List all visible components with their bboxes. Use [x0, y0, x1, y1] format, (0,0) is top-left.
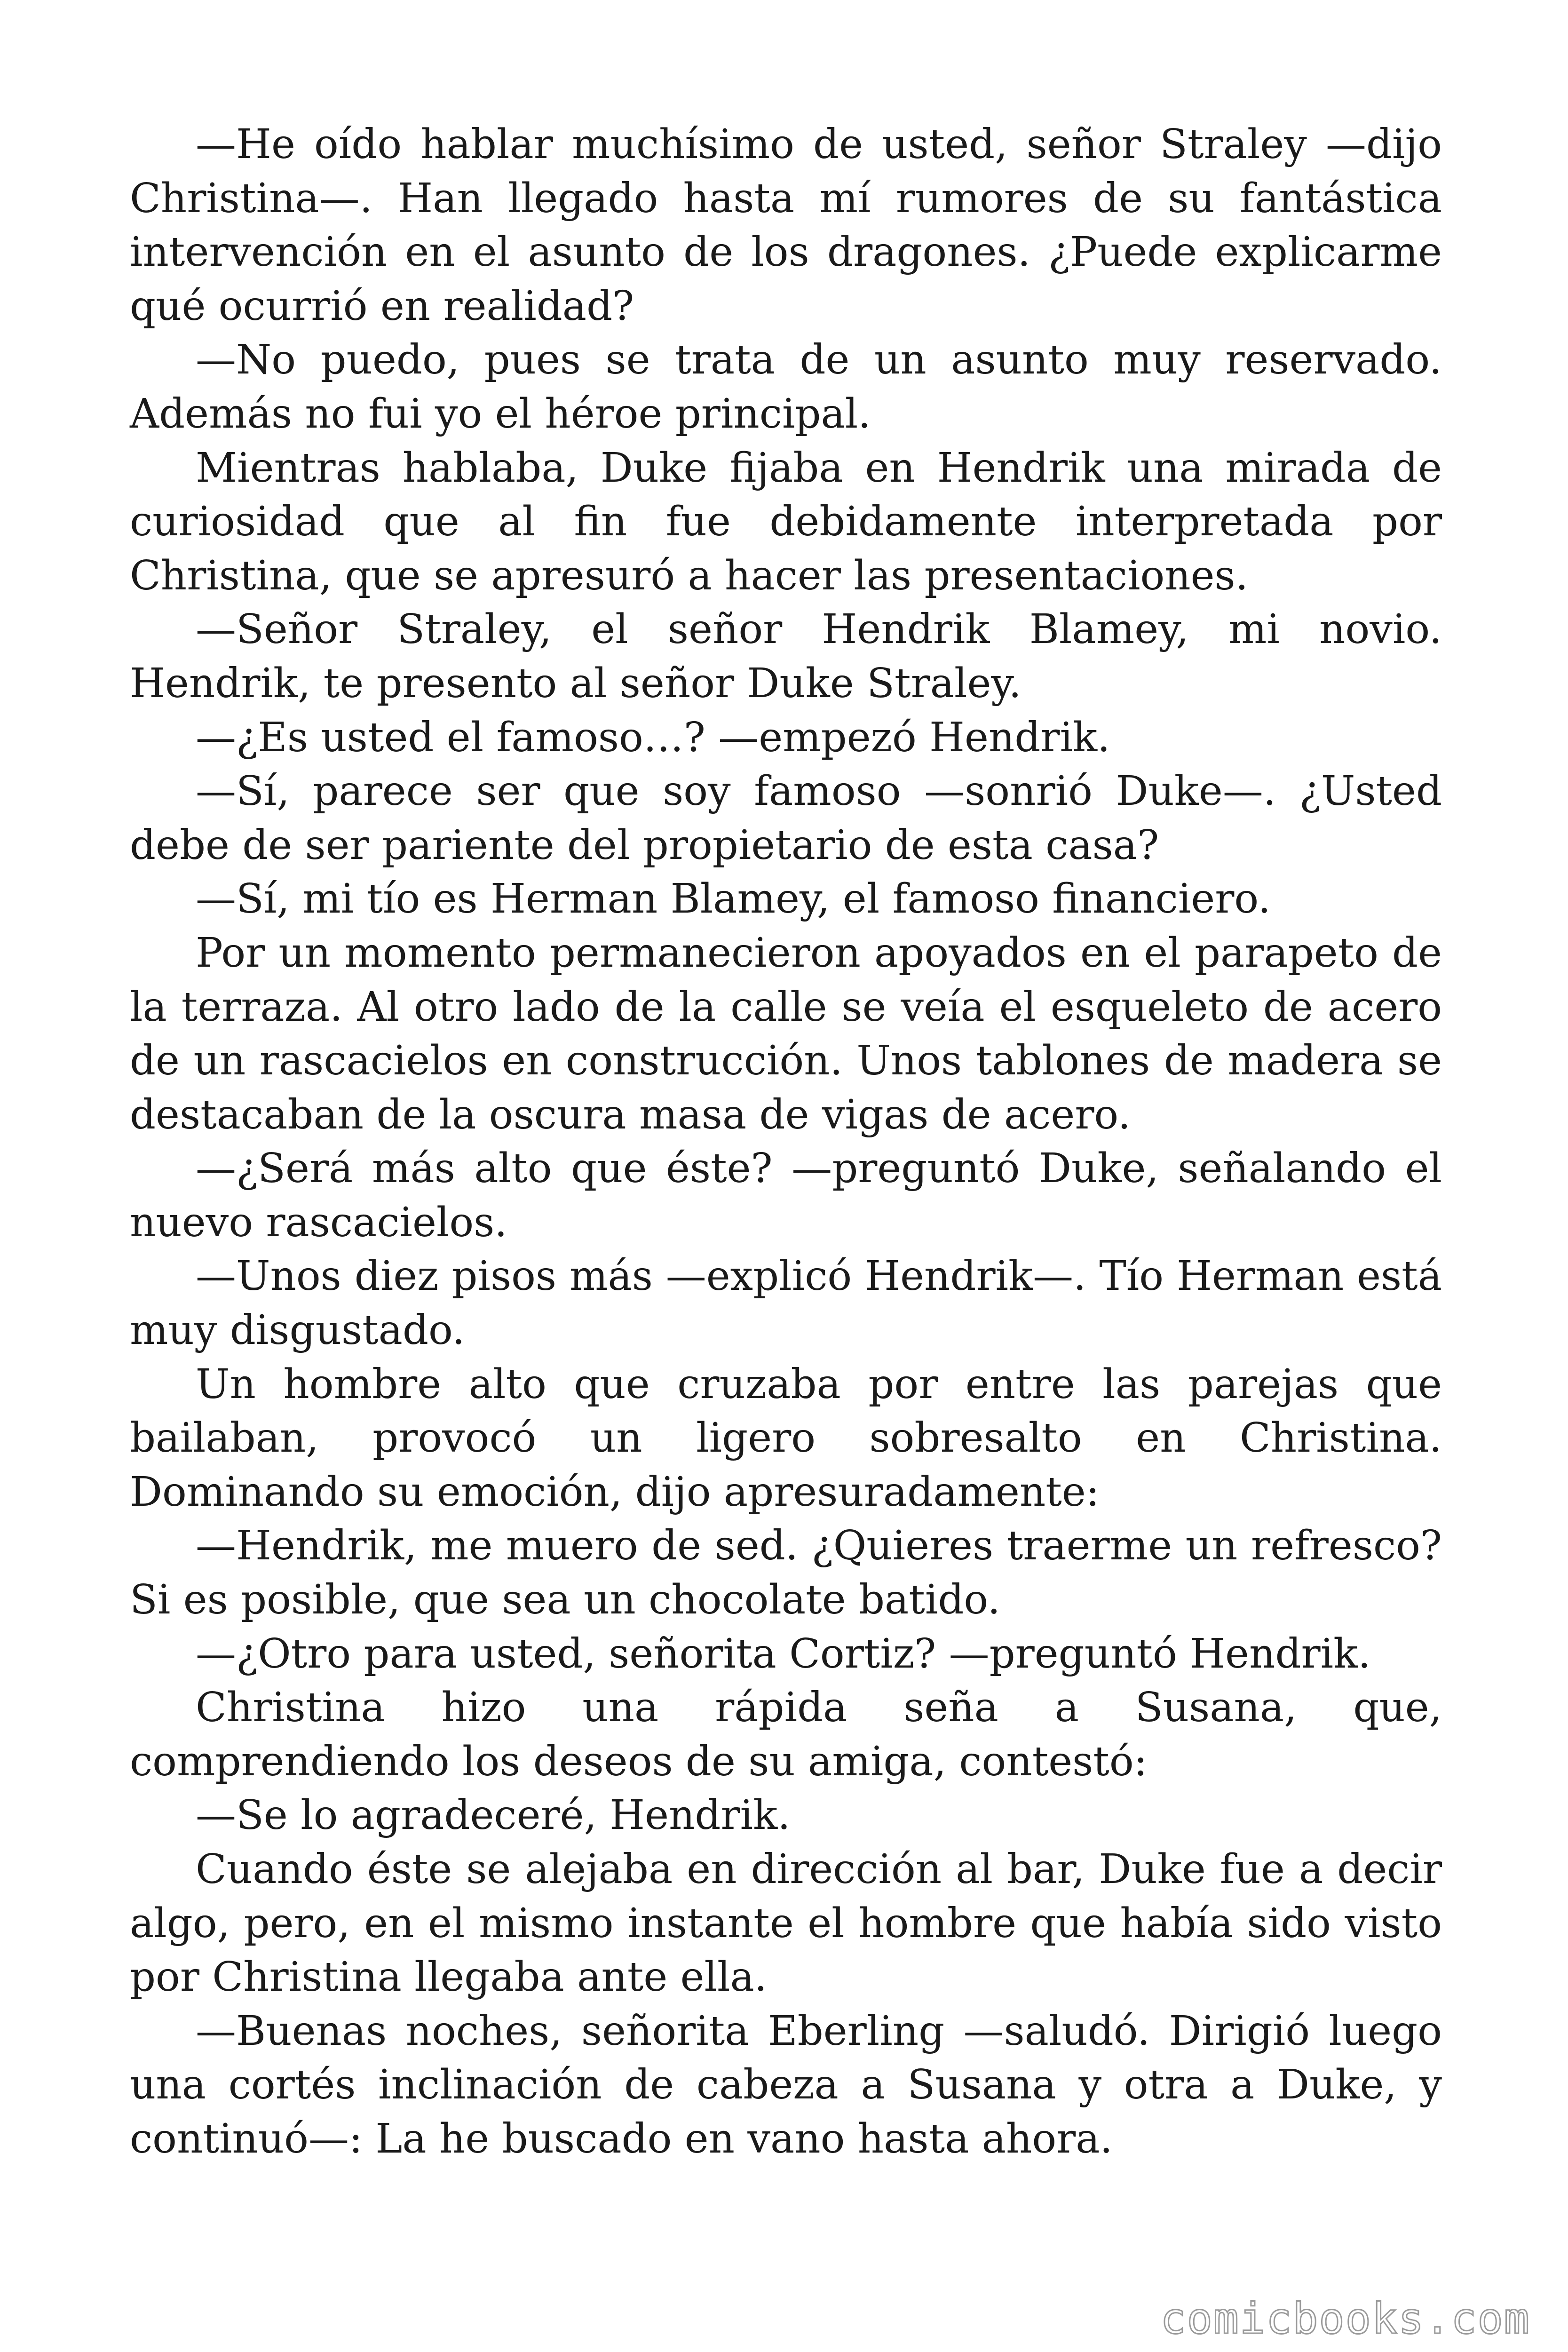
- paragraph: —¿Otro para usted, señorita Cortiz? —preguntó Hendrik.: [196, 1630, 1371, 1677]
- paragraph: —¿Es usted el famoso…? —empezó Hendrik.: [196, 714, 1110, 761]
- paragraph: Christina hizo una rápida seña a Susana, que, comprendiendo los deseos de su amiga, contestó:: [130, 1684, 1442, 1785]
- paragraph: —Unos diez pisos más —explicó Hendrik—. Tío Herman está muy disgustado.: [130, 1253, 1442, 1354]
- paragraph: Un hombre alto que cruzaba por entre las parejas que bailaban, provocó un ligero sobresalto en Christina. Dominando su emoción, dijo apresuradamente:: [130, 1360, 1442, 1516]
- paragraph: —Hendrik, me muero de sed. ¿Quieres traerme un refresco? Si es posible, que sea un chocolate batido.: [130, 1522, 1442, 1624]
- paragraph: —¿Será más alto que éste? —preguntó Duke, señalando el nuevo rascacielos.: [130, 1145, 1442, 1246]
- paragraph: —He oído hablar muchísimo de usted, señor Straley —dijo Christina—. Han llegado hasta mí rumores de su fantástica intervención en el asunto de los dragones. ¿Puede explicarme qué ocurrió en realidad?: [130, 121, 1442, 330]
- body-text: [130, 118, 1442, 2166]
- paragraph: —Sí, mi tío es Herman Blamey, el famoso financiero.: [196, 875, 1271, 923]
- paragraph: —Sí, parece ser que soy famoso —sonrió Duke—. ¿Usted debe de ser pariente del propietario de esta casa?: [130, 768, 1442, 869]
- paragraph: Cuando éste se alejaba en dirección al bar, Duke fue a decir algo, pero, en el mismo instante el hombre que había sido visto por Christina llegaba ante ella.: [130, 1846, 1442, 2001]
- paragraph: —Señor Straley, el señor Hendrik Blamey, mi novio. Hendrik, te presento al señor Duke Straley.: [130, 606, 1442, 707]
- watermark-logo: comicbooks.com: [1160, 2294, 1530, 2344]
- paragraph: —Se lo agradeceré, Hendrik.: [196, 1792, 791, 1839]
- paragraph: —No puedo, pues se trata de un asunto muy reservado. Además no fui yo el héroe principal.: [130, 336, 1442, 437]
- paragraph: Mientras hablaba, Duke fijaba en Hendrik una mirada de curiosidad que al fin fue debidamente interpretada por Christina, que se apresuró a hacer las presentaciones.: [130, 444, 1442, 599]
- paragraph: Por un momento permanecieron apoyados en el parapeto de la terraza. Al otro lado de la calle se veía el esqueleto de acero de un rascacielos en construcción. Unos tablones de madera se destacaban de la oscura masa de vigas de acero.: [130, 929, 1442, 1138]
- paragraph: —Buenas noches, señorita Eberling —saludó. Dirigió luego una cortés inclinación de cabeza a Susana y otra a Duke, y continuó—: La he buscado en vano hasta ahora.: [130, 2007, 1442, 2162]
